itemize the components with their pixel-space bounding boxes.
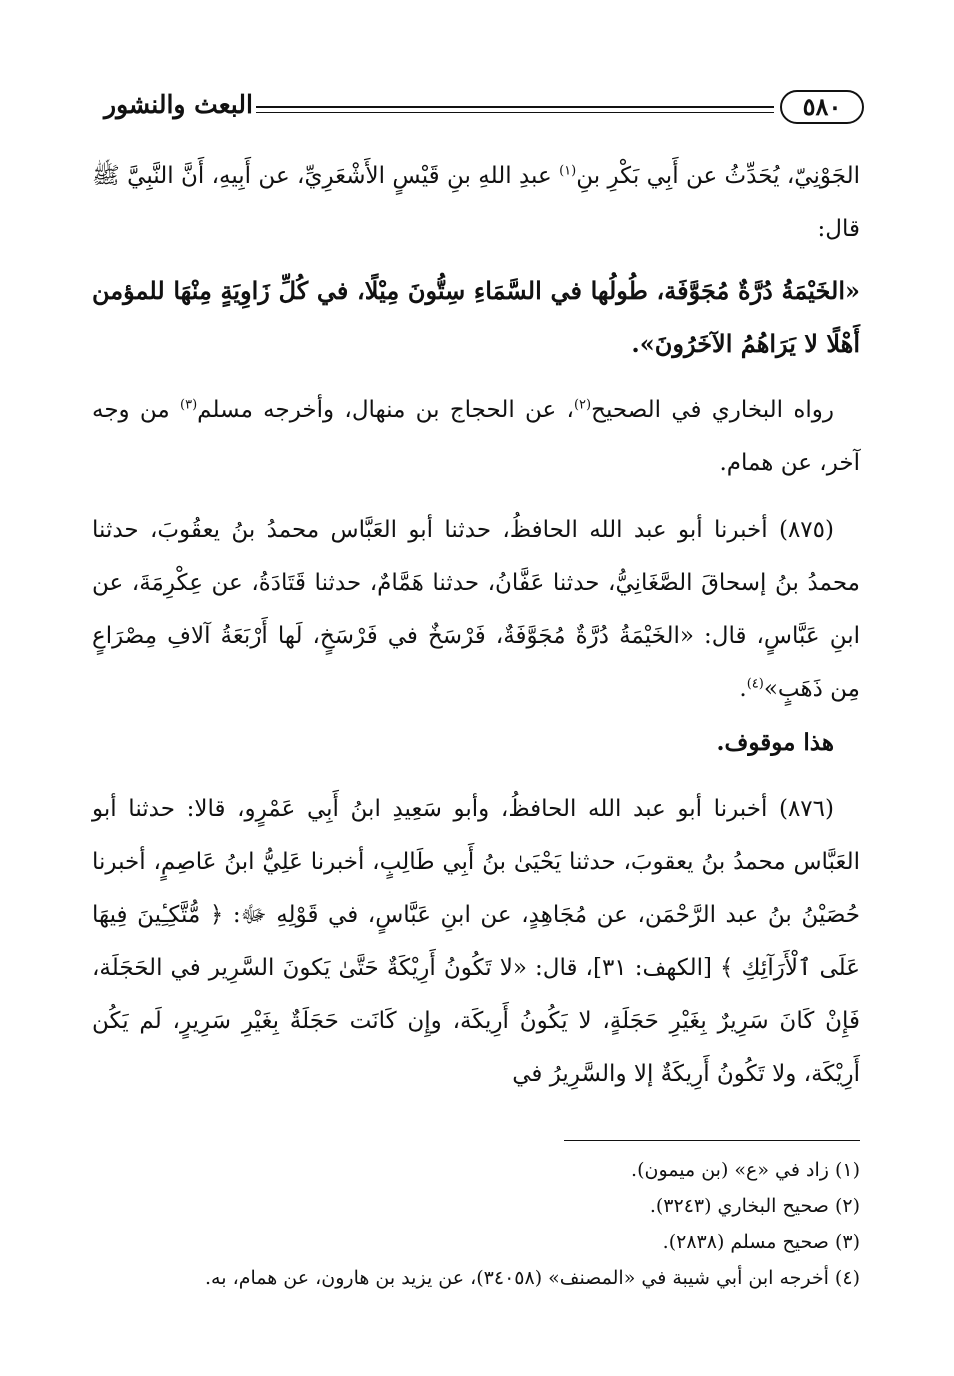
footnote-ref-1: (١) (559, 163, 577, 179)
header-rule (256, 106, 774, 108)
paragraph-876: (٨٧٦) أخبرنا أبو عبد الله الحافظُ، وأبو سَعِيدِ ابنُ أَبِي عَمْرٍو، قالا: حدثنا أبو العَبَّاس محمدُ بنُ يعقوبَ، حدثنا يَحْيَىٰ بنُ أَبِي طَالِبٍ، أخبرنا عَلِيُّ ابنُ عَاصِمٍ، أخبرنا حُصَيْنُ بنُ عبد الرَّحْمَن، عن مُجَاهِدٍ، عن ابنِ عَبَّاسٍ، في قَوْلِهِ ﷻ: ﴿ مُّتَّكِـِٔينَ فِيهَا عَلَى ٱلْأَرَآئِكِ ﴾ [الكهف: ٣١]، قال: «لا تَكُونُ أَرِيْكَةٌ حَتَّىٰ يَكونَ السَّرِير في الحَجَلَة، فَإِنْ كَانَ سَرِيرٌ بِغَيْرِ حَجَلَةٍ، لا يَكُونُ أَرِيكَة، وإِن كَانَت حَجَلَةٌ بِغَيْرِ سَرِيرٍ، لَم يَكُن أَرِيْكَة، ولا تَكُونُ أَرِيكَةٌ إلا والسَّرِيرُ في (92, 796, 860, 1087)
takhrij-text-c: من وجه آخر، عن همام. (92, 397, 860, 476)
running-title: البعث والنشور (104, 90, 253, 119)
page-header (104, 86, 864, 130)
footnote-ref-4: (٤) (746, 676, 764, 692)
footnote-3: (٣) صحيح مسلم (٢٨٣٨). (662, 1231, 860, 1253)
footnote-ref-2: (٢) (573, 397, 592, 413)
narration-875: (٨٧٥) أخبرنا أبو عبد الله الحافظُ، حدثنا أبو العَبَّاس محمدُ بنُ يعقُوبَ، حدثنا محمدُ بنُ إسحاقَ الصَّغَانِيُّ، حدثنا عَفَّانُ، حدثنا هَمَّامٌ، حدثنا قَتَادَةُ، عن عِكْرِمَةَ، عن ابنِ عَبَّاسٍ، قال: «الخَيْمَةُ دُرَّةٌ مُجَوَّفَةٌ، فَرْسَخٌ في فَرْسَخٍ، لَها أَرْبَعَةُ آلافِ مِصْرَاعٍ مِن ذَهَبٍ» (92, 517, 860, 702)
footnotes (92, 1152, 860, 1296)
paragraph-takhrij (92, 384, 860, 490)
mawquf-note: هذا موقوف. (716, 729, 834, 756)
takhrij-text-b: ، عن الحجاج بن منهال، وأخرجه مسلم (197, 397, 574, 423)
paragraph-intro (92, 150, 860, 256)
main-text (92, 150, 860, 1101)
page-number: ٥٨٠ (780, 90, 864, 124)
footnote-separator (564, 1140, 860, 1141)
intro-text: الجَوْنِيّ، يُحَدِّثُ عن أَبِي بَكْرِ بنِ (576, 163, 860, 189)
footnote-2: (٢) صحيح البخاري (٣٢٤٣). (649, 1195, 860, 1217)
paragraph-875 (92, 504, 860, 716)
footnote-1: (١) زاد في «ع» (بن ميمون). (631, 1159, 860, 1181)
header-rule-thin (256, 112, 774, 113)
hadith-text: «الخَيْمَةُ دُرَّةٌ مُجَوَّفَة، طُولُها في السَّمَاءِ سِتُّونَ مِيْلًا، في كُلِّ زَاوِيَةٍ مِنْهَا للمؤمن أَهْلًا لا يَرَاهُمُ الآخَرُونَ». (92, 276, 860, 358)
narration-875-end: . (739, 676, 747, 702)
footnote-4: (٤) أخرجه ابن أبي شيبة في «المصنف» (٣٤٠٥٨)، عن يزيد بن هارون، عن همام، به. (205, 1267, 860, 1289)
takhrij-text-a: رواه البخاري في الصحيح (591, 397, 834, 423)
footnote-ref-3: (٣) (180, 397, 198, 413)
intro-text-rest: عبدِ اللهِ بنِ قَيْسٍ الأَشْعَرِيِّ، عن أَبِيهِ، أَنَّ النَّبِيَّ ﷺ قال: (92, 163, 860, 242)
